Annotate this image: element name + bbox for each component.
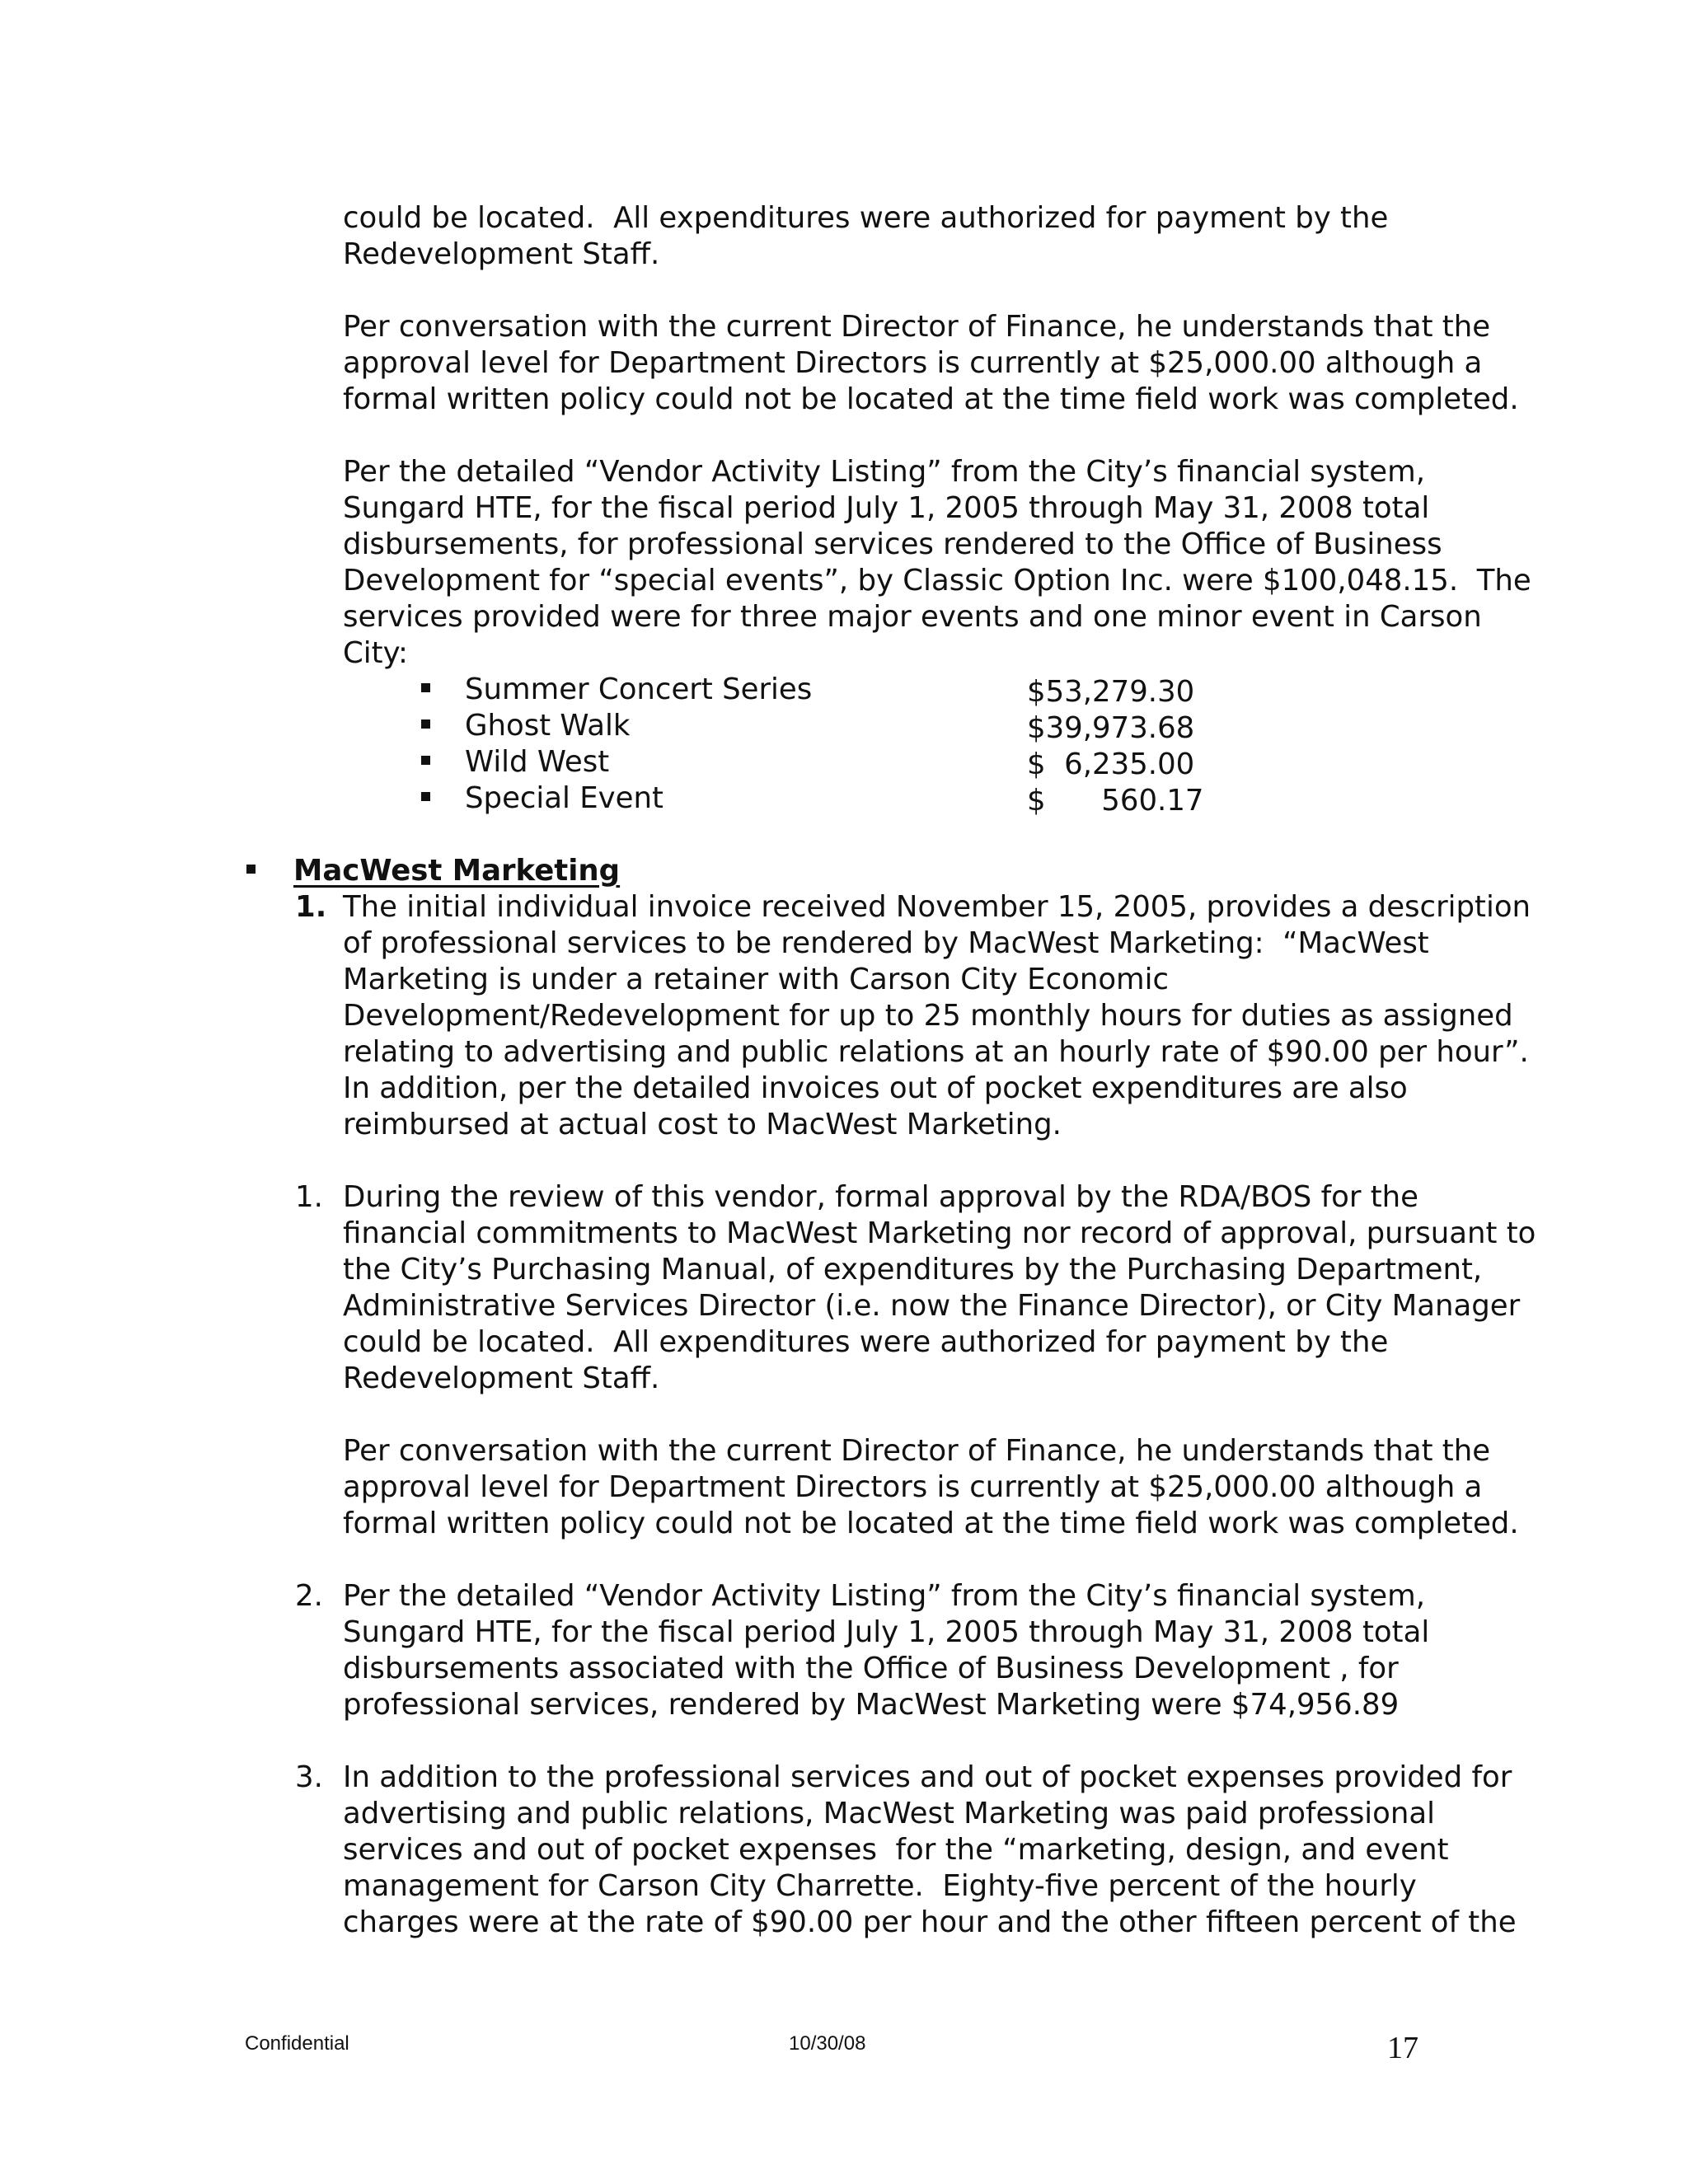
square-bullet-icon [421,719,430,729]
square-bullet-icon [421,792,430,801]
paragraph-line: Per the detailed “Vendor Activity Listing” from the City’s financial system, [343,1579,1426,1613]
paragraph-line: services and out of pocket expenses for the “marketing, design, and event [343,1833,1449,1867]
item-number: 1. [295,1180,323,1214]
paragraph-line: Administrative Services Director (i.e. now the Finance Director), or City Manager [343,1289,1521,1323]
paragraph-line: disbursements associated with the Office of Business Development , for [343,1652,1399,1685]
paragraph-line: Marketing is under a retainer with Carson City Economic [343,963,1170,996]
item-number: 2. [295,1579,323,1613]
paragraph-line: of professional services to be rendered by MacWest Marketing: “MacWest [343,926,1429,960]
paragraph-line: Redevelopment Staff. [343,237,660,271]
square-bullet-icon [421,683,430,692]
paragraph-line: formal written policy could not be located at the time field work was completed. [343,382,1519,416]
item-number: 1. [295,890,327,924]
paragraph-line: Per conversation with the current Director of Finance, he understands that the [343,310,1491,344]
paragraph-line: Per conversation with the current Director of Finance, he understands that the [343,1434,1491,1468]
event-amount: $53,279.30 [1027,675,1195,709]
event-name: Special Event [465,781,663,815]
paragraph-line: professional services, rendered by MacWest Marketing were $74,956.89 [343,1688,1400,1722]
event-name: Summer Concert Series [465,673,813,706]
paragraph-line: Development/Redevelopment for up to 25 monthly hours for duties as assigned [343,999,1513,1033]
paragraph-line: Development for “special events”, by Classic Option Inc. were $100,048.15. The [343,564,1531,598]
footer-confidential: Confidential [245,2032,349,2055]
event-name: Wild West [465,745,610,779]
paragraph-line: Redevelopment Staff. [343,1361,660,1395]
square-bullet-icon [421,756,430,765]
paragraph-line: approval level for Department Directors is currently at $25,000.00 although a [343,1470,1483,1504]
section-heading: MacWest Marketing [293,854,621,888]
paragraph-line: Sungard HTE, for the fiscal period July 1, 2005 through May 31, 2008 total [343,1615,1430,1649]
paragraph-line: financial commitments to MacWest Marketing nor record of approval, pursuant to [343,1216,1536,1250]
item-number: 3. [295,1760,323,1794]
paragraph-line: relating to advertising and public relations at an hourly rate of $90.00 per hour”. [343,1035,1529,1069]
paragraph-line: formal written policy could not be located at the time field work was completed. [343,1507,1519,1540]
paragraph-line: could be located. All expenditures were authorized for payment by the [343,1325,1389,1359]
event-amount: $39,973.68 [1027,711,1195,745]
paragraph-line: management for Carson City Charrette. Eighty-five percent of the hourly [343,1869,1417,1903]
paragraph-line: the City’s Purchasing Manual, of expenditures by the Purchasing Department, [343,1253,1483,1286]
paragraph-line: services provided were for three major events and one minor event in Carson [343,600,1482,634]
paragraph-line: reimbursed at actual cost to MacWest Marketing. [343,1108,1062,1141]
square-bullet-icon [246,865,256,874]
paragraph-line: charges were at the rate of $90.00 per hour and the other fifteen percent of the [343,1905,1517,1939]
paragraph-line: City: [343,636,408,670]
event-amount: $ 6,235.00 [1027,748,1195,781]
paragraph-line: Per the detailed “Vendor Activity Listing” from the City’s financial system, [343,455,1426,489]
paragraph-line: disbursements, for professional services rendered to the Office of Business [343,527,1442,561]
paragraph-line: advertising and public relations, MacWest Marketing was paid professional [343,1797,1436,1830]
paragraph-line: During the review of this vendor, formal approval by the RDA/BOS for the [343,1180,1418,1214]
paragraph-line: In addition, per the detailed invoices out of pocket expenditures are also [343,1071,1408,1105]
footer-date: 10/30/08 [789,2032,866,2055]
page-number: 17 [1387,2031,1418,2065]
paragraph-line: could be located. All expenditures were authorized for payment by the [343,201,1389,235]
event-name: Ghost Walk [465,709,631,743]
event-amount: $ 560.17 [1027,784,1204,818]
paragraph-line: Sungard HTE, for the fiscal period July 1, 2005 through May 31, 2008 total [343,491,1430,525]
paragraph-line: The initial individual invoice received November 15, 2005, provides a description [343,890,1531,924]
paragraph-line: approval level for Department Directors is currently at $25,000.00 although a [343,346,1483,380]
paragraph-line: In addition to the professional services and out of pocket expenses provided for [343,1760,1512,1794]
